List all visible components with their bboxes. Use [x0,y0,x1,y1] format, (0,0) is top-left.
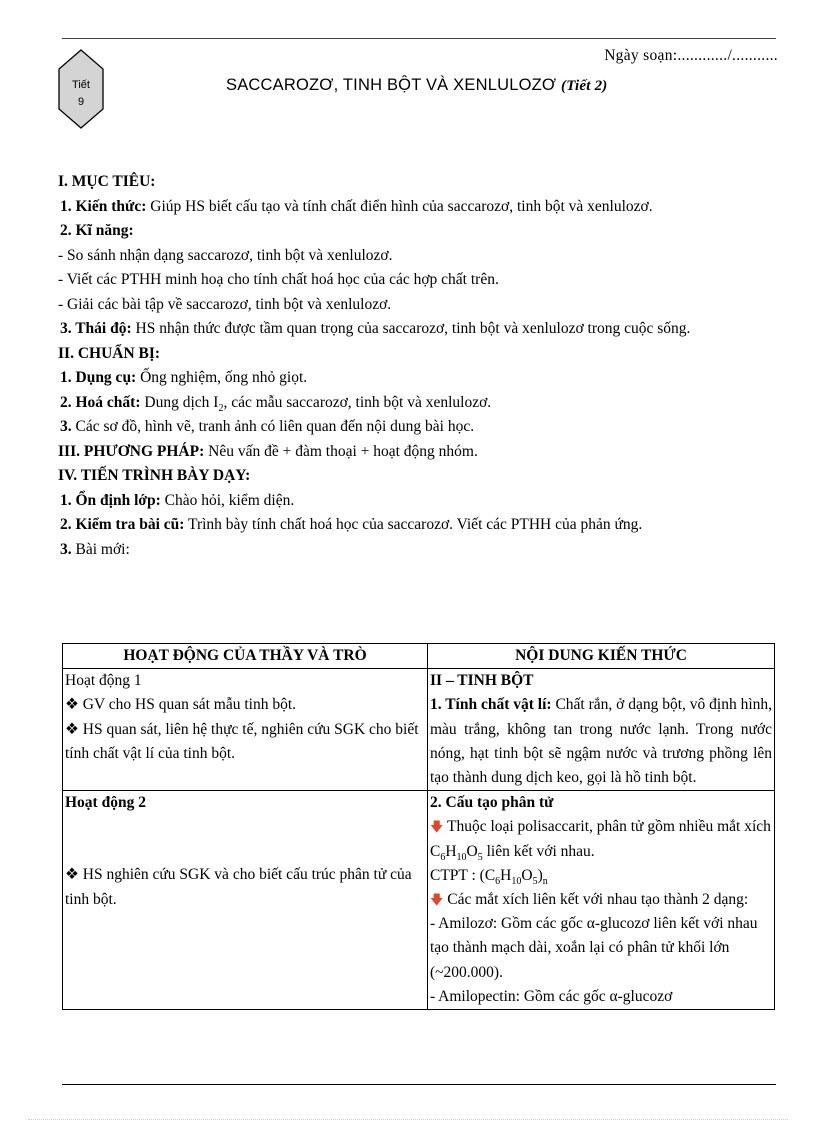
arrow-bullet-icon: 🡇 [430,892,444,908]
tools-paragraph: 1. Dụng cụ: Ống nghiệm, ống nhỏ giọt. [60,369,308,386]
section-1-heading: I. MỤC TIÊU: [58,173,156,190]
diagrams-paragraph: 3. Các sơ đồ, hình vẽ, tranh ảnh có liên quan đến nội dung bài học. [60,418,475,435]
badge-line2: 9 [77,96,85,108]
chemicals-paragraph: 2. Hoá chất: Dung dịch $I_2$, các mẫu saccarozơ, tinh bột và xenlulozơ. [60,393,492,414]
date-prepared: Ngày soạn:............/........... [604,47,778,64]
skill-item: - Viết các PTHH minh hoạ cho tính chất hoá học của các hợp chất trên. [58,271,499,288]
skill-item: - So sánh nhận dạng saccarozơ, tinh bột và xenlulozơ. [58,246,393,264]
page-edge-dots [28,1119,788,1120]
class-order-paragraph: 1. Ổn định lớp: Chào hỏi, kiểm diện. [60,491,295,509]
review-paragraph: 2. Kiểm tra bài cũ: Trình bày tính chất hoá học của saccarozơ. Viết các PTHH của phản ứng. [60,516,643,533]
title-sub: (Tiết 2) [561,78,608,94]
section-4-heading: IV. TIẾN TRÌNH BÀY DẠY: [58,467,251,484]
lesson-badge [58,49,104,129]
lesson-body [58,170,780,562]
section-2-heading: II. CHUẨN BỊ: [58,344,161,362]
page-title [226,76,607,95]
table-header-row [63,644,775,669]
bottom-rule [62,1084,776,1085]
col-header-activities: HOẠT ĐỘNG CỦA THẦY VÀ TRÒ [63,644,428,669]
ctpt-formula: CTPT : $(C_6H_{10}O_5)_n$ [430,866,548,887]
method-paragraph: III. PHƯƠNG PHÁP: Nêu vấn đề + đàm thoại + hoạt động nhóm. [58,442,478,460]
arrow-bullet-icon: 🡇 [430,819,444,835]
col-header-content: NỘI DUNG KIẾN THỨC [428,644,775,669]
hexagon-badge-icon [58,49,104,129]
content-1-cell: II – TINH BỘT 1. Tính chất vật lí: Chất rắn, ở dạng bột, vô định hình, màu trắng, không tan trong nước lạnh. Trong nước nóng, hạt tinh bột sẽ ngậm nước và trương phồng lên tạo thành dung dịch keo, gọi là hồ tinh bột. [428,669,775,791]
content-2-cell: 2. Cấu tạo phân tử 🡇 Thuộc loại polisaccarit, phân tử gồm nhiều mắt xích $C_6H_{10}O_5$ liên kết với nhau. CTPT : $(C_6H_{10}O_5)_n$ 🡇 Các mắt xích liên kết với nhau tạo thành 2 dạng: - Amilozơ: Gồm các gốc α-glucozơ liên kết với nhau tạo thành mạch dài, xoắn lại có phân tử khối lớn (~200.000). - Amilopectin: Gồm các gốc α-glucozơ [428,791,775,1010]
new-lesson-paragraph: 3. Bài mới: [60,540,130,558]
table-row [63,669,775,791]
attitude-paragraph: 3. Thái độ: HS nhận thức được tầm quan trọng của saccarozơ, tinh bột và xenlulozơ trong cuộc sống. [60,320,691,337]
activity-1-cell: Hoạt động 1 ❖ GV cho HS quan sát mẫu tinh bột. ❖ HS quan sát, liên hệ thực tế, nghiên cứu SGK cho biết tính chất vật lí của tinh bột. [63,669,428,791]
top-rule [62,38,776,39]
activity-table [62,643,775,1010]
badge-line1: Tiết [72,79,90,91]
table-row [63,791,775,1010]
knowledge-paragraph: 1. Kiến thức: Giúp HS biết cấu tạo và tính chất điển hình của saccarozơ, tinh bột và xenlulozơ. [60,197,653,215]
skill-item: - Giải các bài tập về saccarozơ, tinh bột và xenlulozơ. [58,295,392,313]
title-main: SACCAROZƠ, TINH BỘT VÀ XENLULOZƠ [226,76,557,94]
activity-2-cell: Hoạt động 2 ❖ HS nghiên cứu SGK và cho biết cấu trúc phân tử của tinh bột. [63,791,428,1010]
skills-label: 2. Kĩ năng: [60,222,134,239]
